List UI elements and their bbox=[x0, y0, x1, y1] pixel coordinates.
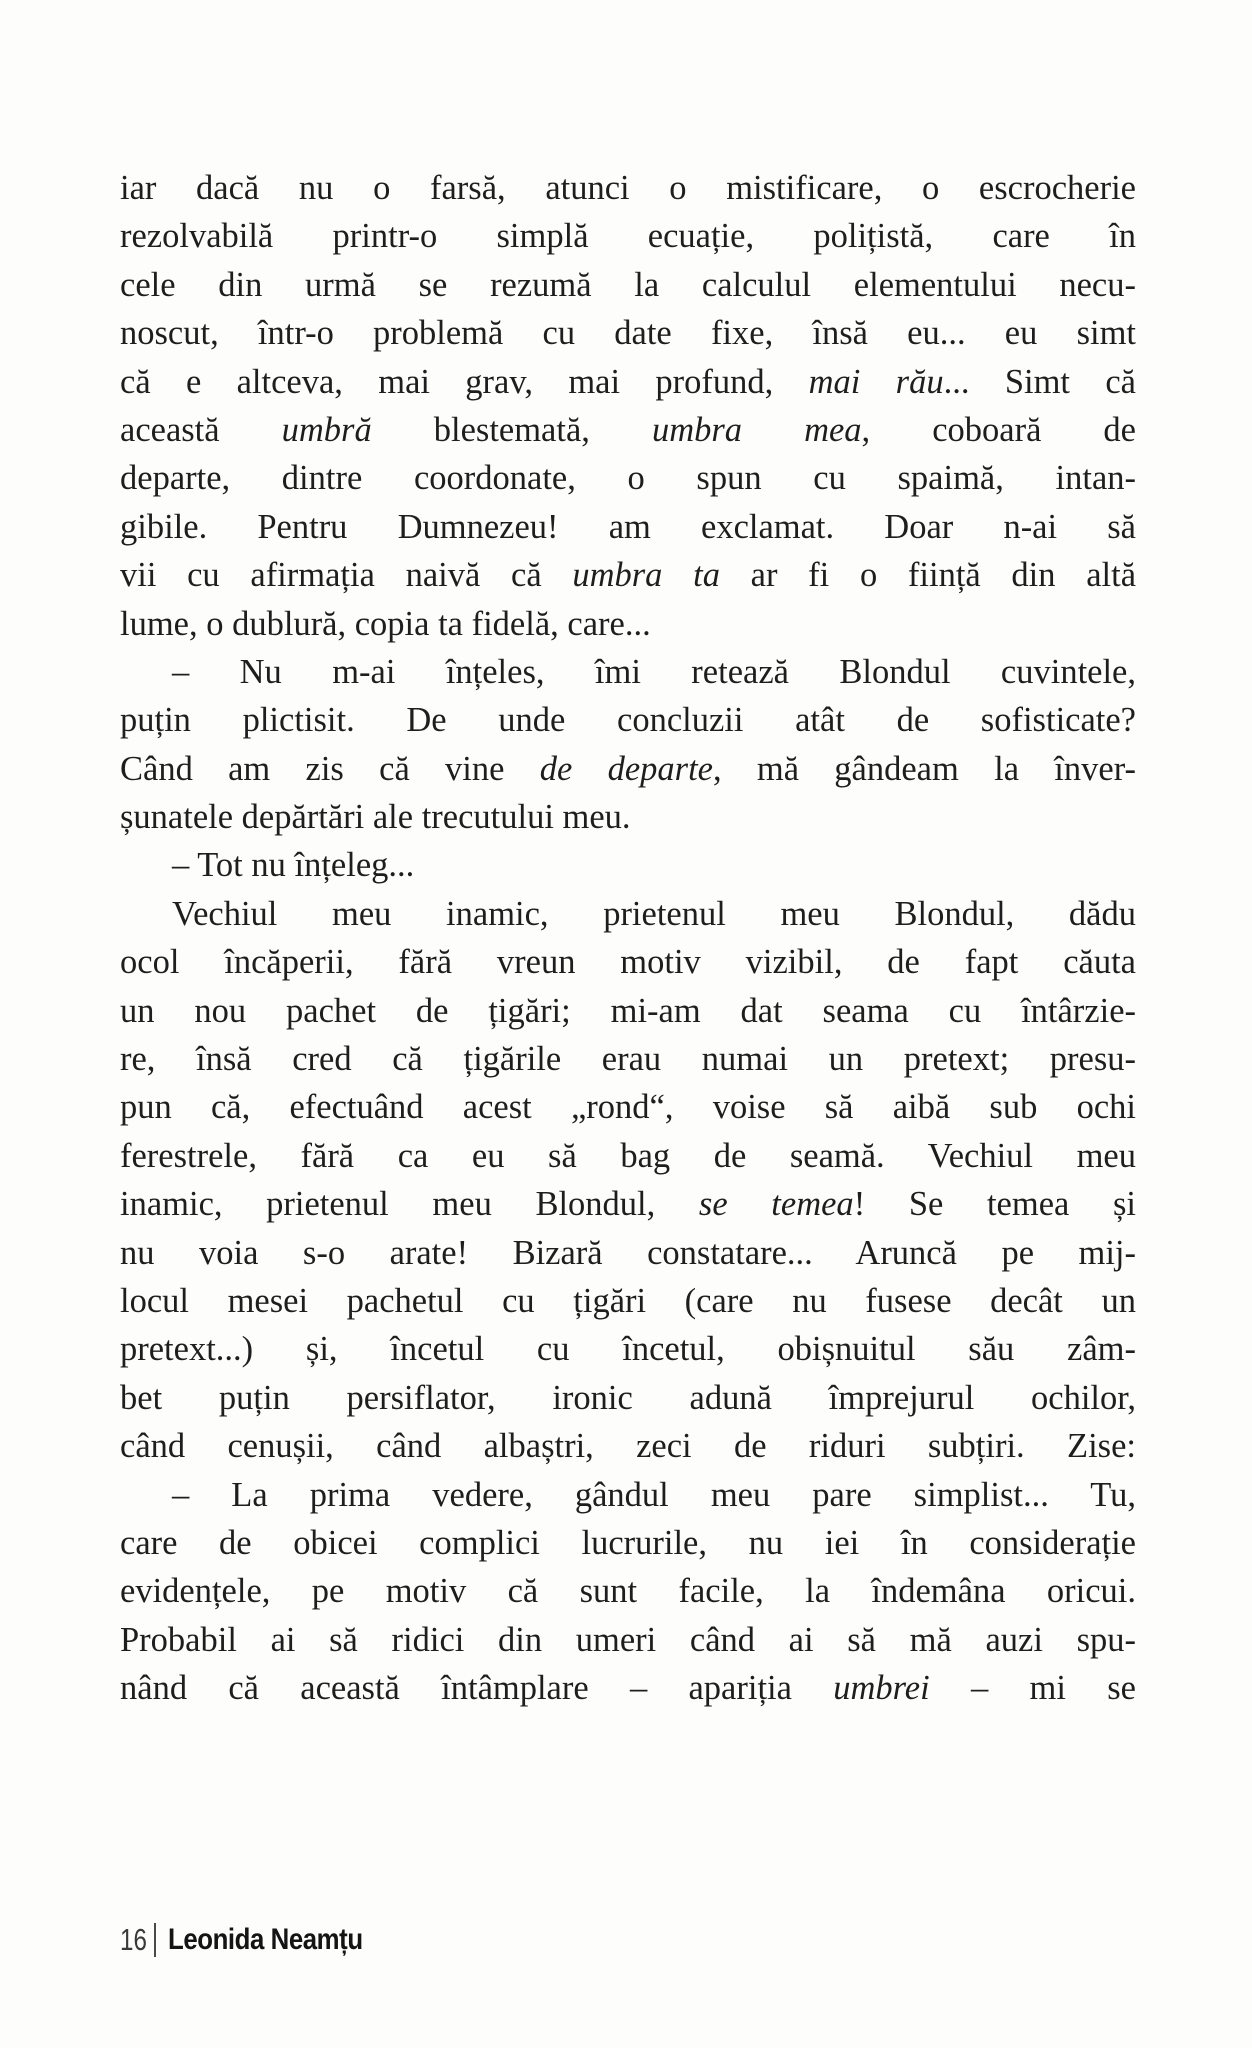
text-line bbox=[120, 1471, 1136, 1519]
page-footer bbox=[120, 1922, 395, 1958]
text-segment: , coboară de bbox=[861, 410, 1136, 449]
text-segment: – Tot nu înțeleg... bbox=[172, 846, 415, 885]
italic-text-segment: umbra ta bbox=[572, 556, 720, 595]
text-segment: ocol încăperii, fără vreun motiv vizibil, de fapt căuta bbox=[120, 943, 1136, 982]
text-line bbox=[120, 164, 1136, 212]
text-line bbox=[120, 1374, 1136, 1422]
text-segment: Vechiul meu inamic, prietenul meu Blondul, dădu bbox=[172, 894, 1136, 933]
text-segment: ferestrele, fără ca eu să bag de seamă. Vechiul meu bbox=[120, 1136, 1136, 1175]
text-segment: ! Se temea și bbox=[853, 1185, 1136, 1224]
text-line bbox=[120, 1519, 1136, 1567]
text-line bbox=[120, 1616, 1136, 1664]
text-segment: care de obicei complici lucrurile, nu iei în considerație bbox=[120, 1523, 1136, 1562]
text-line bbox=[120, 745, 1136, 793]
text-segment: inamic, prietenul meu Blondul, bbox=[120, 1185, 699, 1224]
italic-text-segment: umbra mea bbox=[651, 410, 862, 449]
text-line bbox=[120, 1325, 1136, 1373]
italic-text-segment: de departe bbox=[539, 749, 713, 788]
text-segment: pretext...) și, încetul cu încetul, obișnuitul său zâm- bbox=[120, 1330, 1136, 1369]
text-segment: nu voia s-o arate! Bizară constatare... Aruncă pe mij- bbox=[120, 1233, 1136, 1272]
text-segment: un nou pachet de țigări; mi-am dat seama cu întârzie- bbox=[120, 991, 1136, 1030]
text-line bbox=[120, 261, 1136, 309]
italic-text-segment: umbră bbox=[281, 410, 372, 449]
text-line bbox=[120, 1132, 1136, 1180]
text-line bbox=[120, 309, 1136, 357]
text-segment: lume, o dublură, copia ta fidelă, care... bbox=[120, 604, 651, 643]
text-line bbox=[120, 938, 1136, 986]
text-line bbox=[120, 793, 1136, 841]
text-line bbox=[120, 648, 1136, 696]
text-line bbox=[120, 551, 1136, 599]
text-segment: această bbox=[120, 410, 282, 449]
text-line bbox=[120, 890, 1136, 938]
text-segment: iar dacă nu o farsă, atunci o mistificare, o escrocherie bbox=[120, 169, 1136, 207]
text-line bbox=[120, 987, 1136, 1035]
page-text bbox=[120, 164, 1136, 1713]
text-segment: când cenușii, când albaștri, zeci de riduri subțiri. Zise: bbox=[120, 1427, 1136, 1466]
italic-text-segment: umbrei bbox=[833, 1669, 930, 1708]
text-line bbox=[120, 1035, 1136, 1083]
text-segment: blestemată, bbox=[371, 410, 652, 449]
text-segment: rezolvabilă printr-o simplă ecuație, polițistă, care în bbox=[120, 217, 1136, 256]
text-segment: noscut, într-o problemă cu date fixe, însă eu... eu simt bbox=[120, 314, 1136, 353]
text-segment: – La prima vedere, gândul meu pare simplist... Tu, bbox=[172, 1475, 1136, 1514]
text-line bbox=[120, 1229, 1136, 1277]
text-segment: re, însă cred că țigările erau numai un pretext; presu- bbox=[120, 1040, 1136, 1079]
text-line bbox=[120, 600, 1136, 648]
text-segment: ar fi o ființă din altă bbox=[719, 556, 1137, 595]
text-segment: ... Simt că bbox=[943, 362, 1136, 401]
text-line bbox=[120, 1567, 1136, 1615]
text-line bbox=[120, 1180, 1136, 1228]
text-segment: șunatele depărtări ale trecutului meu. bbox=[120, 798, 631, 837]
text-segment: evidențele, pe motiv că sunt facile, la îndemâna oricui. bbox=[120, 1572, 1136, 1611]
italic-text-segment: se temea bbox=[698, 1185, 854, 1224]
text-segment: că e altceva, mai grav, mai profund, bbox=[120, 362, 809, 401]
text-segment: gibile. Pentru Dumnezeu! am exclamat. Doar n-ai să bbox=[120, 507, 1136, 546]
text-segment: Probabil ai să ridici din umeri când ai să mă auzi spu- bbox=[120, 1620, 1136, 1659]
footer-separator bbox=[154, 1923, 156, 1957]
text-segment: – Nu m-ai înțeles, îmi retează Blondul cuvintele, bbox=[172, 652, 1136, 691]
text-line bbox=[120, 1422, 1136, 1470]
text-segment: locul mesei pachetul cu țigări (care nu fusese decât un bbox=[120, 1281, 1136, 1320]
text-segment: Când am zis că vine bbox=[120, 749, 540, 788]
text-segment: bet puțin persiflator, ironic adună împrejurul ochilor, bbox=[120, 1378, 1136, 1417]
page-number: 16 bbox=[120, 1922, 147, 1957]
text-line bbox=[120, 503, 1136, 551]
text-segment: – mi se bbox=[929, 1669, 1136, 1708]
text-line bbox=[120, 1664, 1136, 1712]
text-line bbox=[120, 454, 1136, 502]
text-line bbox=[120, 358, 1136, 406]
text-line bbox=[120, 1277, 1136, 1325]
text-line bbox=[120, 841, 1136, 889]
text-segment: nând că această întâmplare – apariția bbox=[120, 1669, 834, 1708]
text-segment: pun că, efectuând acest „rond“, voise să aibă sub ochi bbox=[120, 1088, 1136, 1127]
footer-author: Leonida Neamțu bbox=[168, 1923, 364, 1956]
text-segment: vii cu afirmația naivă că bbox=[120, 556, 573, 595]
italic-text-segment: mai rău bbox=[808, 362, 944, 401]
text-segment: , mă gândeam la înver- bbox=[712, 749, 1136, 788]
text-segment: cele din urmă se rezumă la calculul elementului necu- bbox=[120, 265, 1136, 304]
text-line bbox=[120, 212, 1136, 260]
text-line bbox=[120, 696, 1136, 744]
text-line bbox=[120, 406, 1136, 454]
text-segment: puțin plictisit. De unde concluzii atât de sofisticate? bbox=[120, 701, 1136, 740]
text-segment: departe, dintre coordonate, o spun cu spaimă, intan- bbox=[120, 459, 1136, 498]
text-line bbox=[120, 1083, 1136, 1131]
